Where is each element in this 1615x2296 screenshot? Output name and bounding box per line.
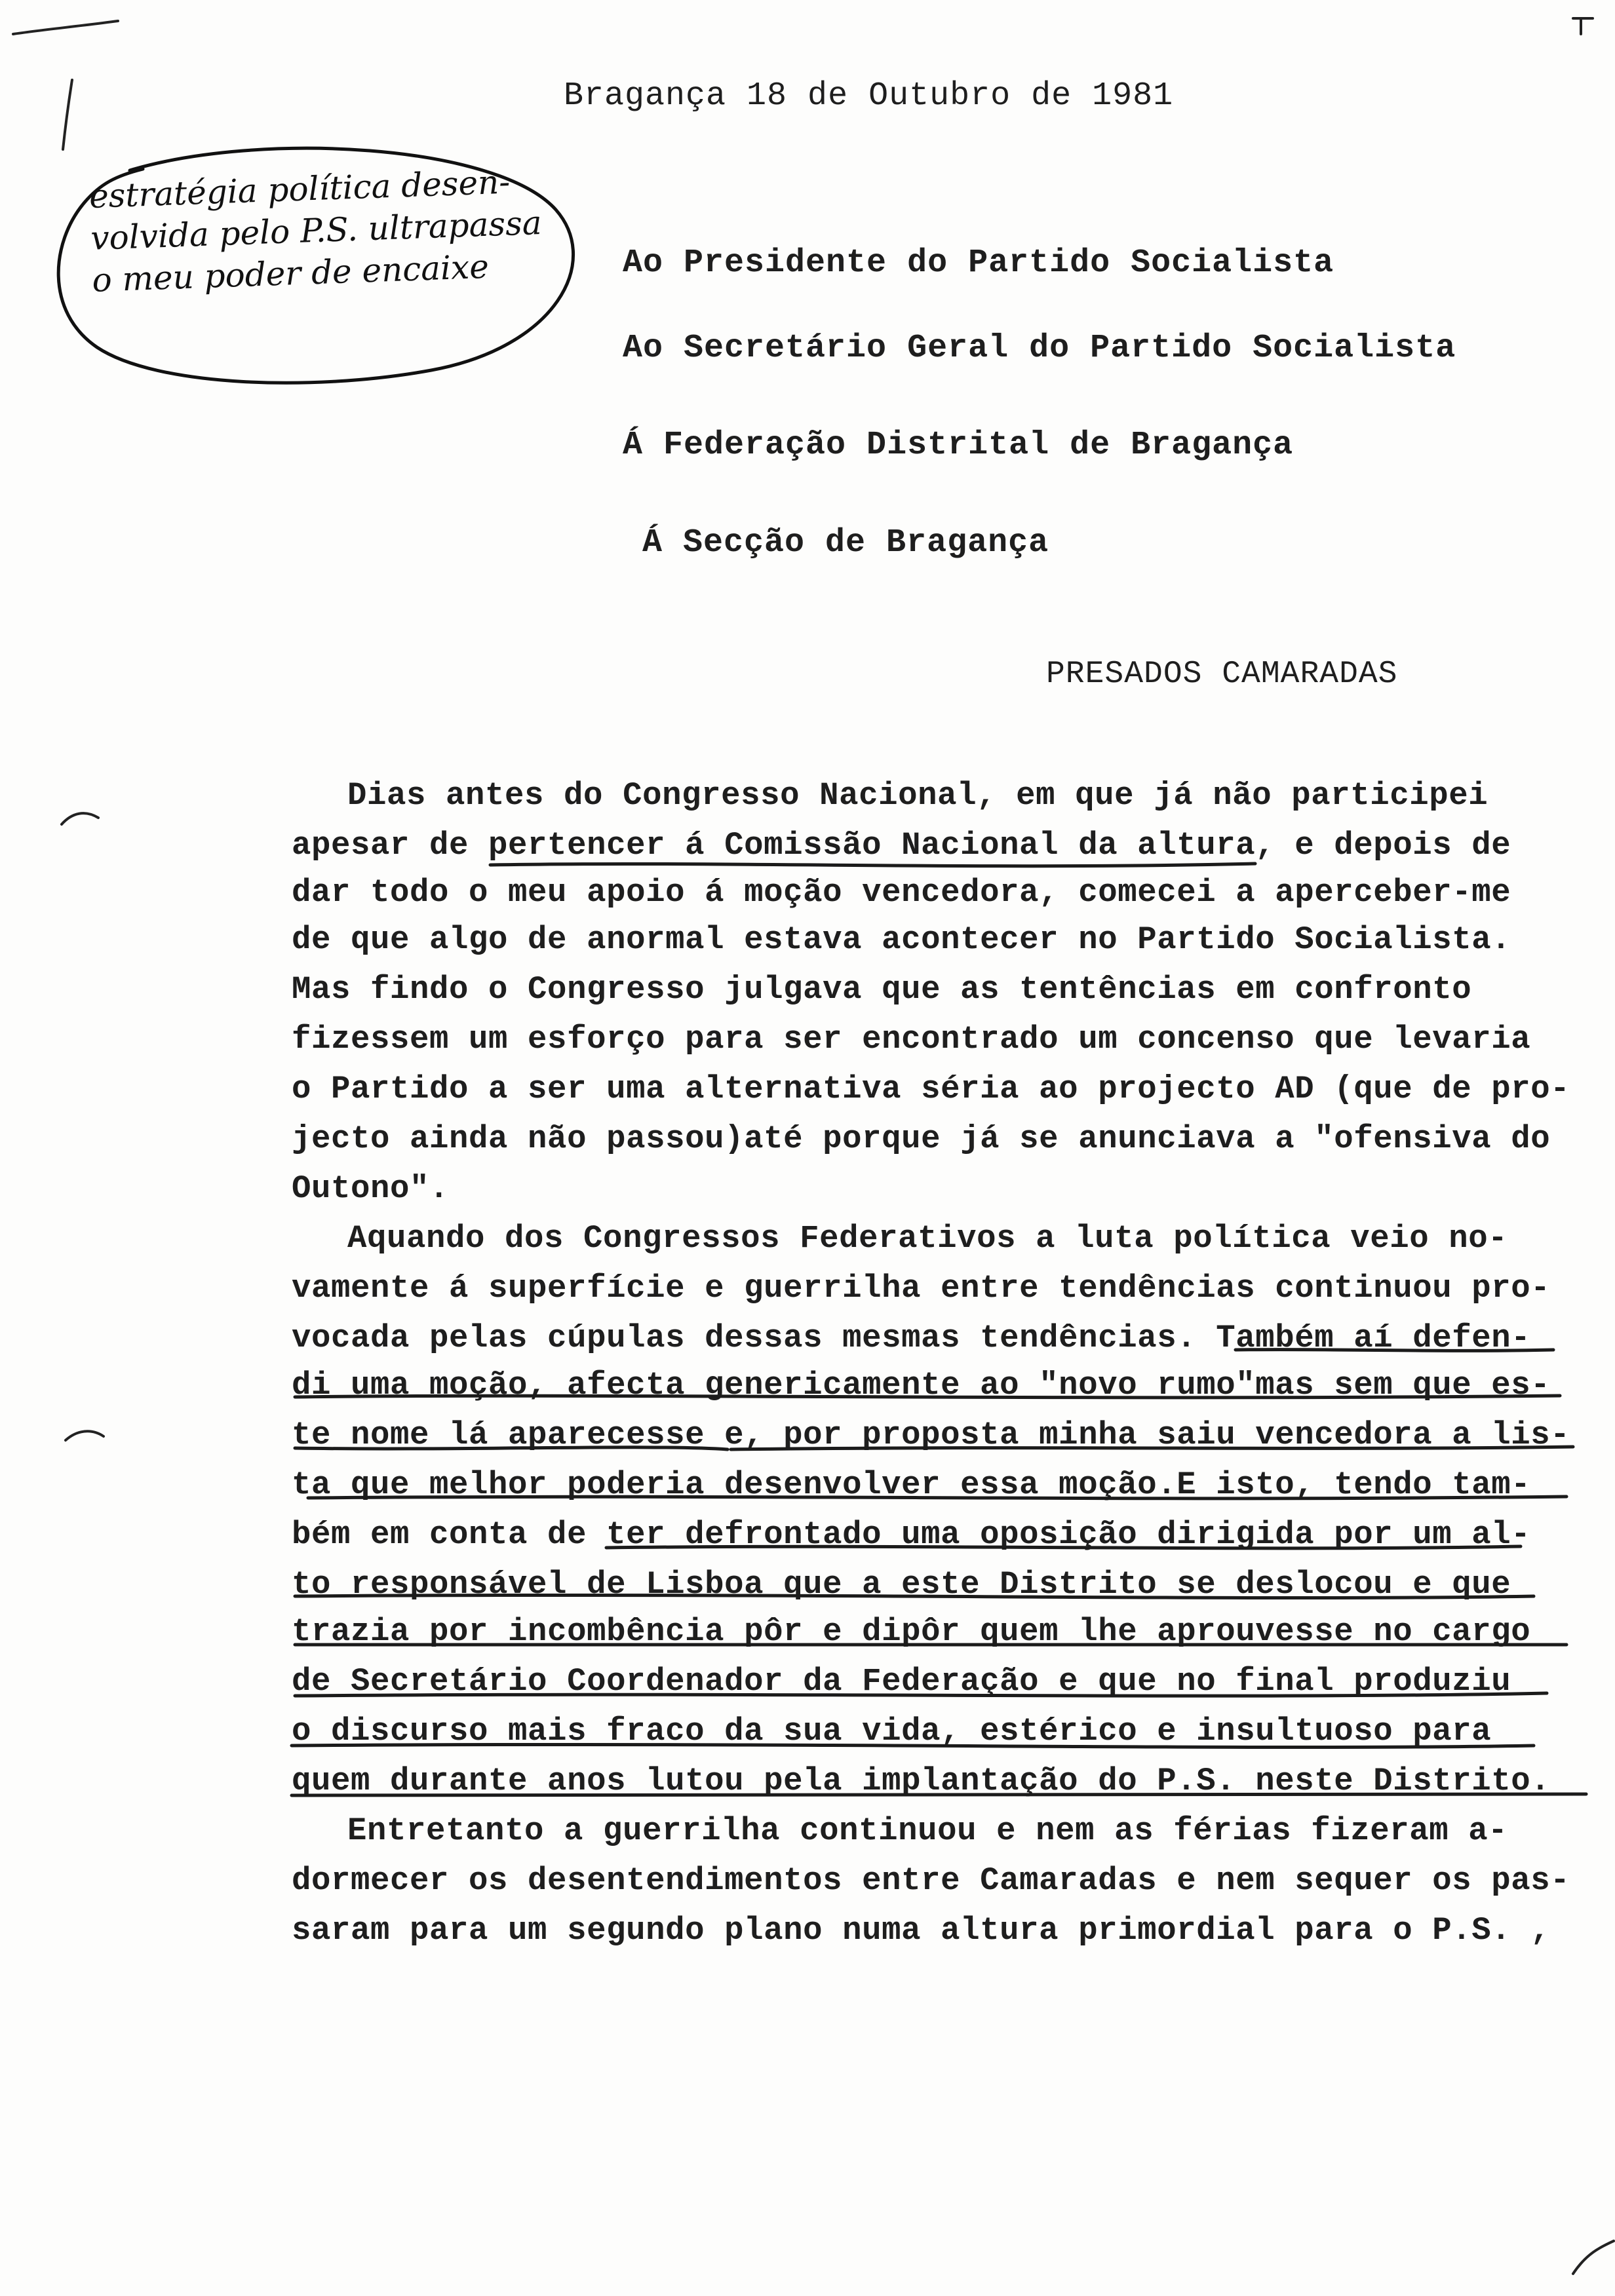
body-line: Entretanto a guerrilha continuou e nem as férias fizeram a- [347, 1812, 1508, 1849]
body-line: fizessem um esforço para ser encontrado um concenso que levaria [292, 1021, 1531, 1058]
letter-salutation: PRESADOS CAMARADAS [1046, 657, 1398, 692]
handwritten-note-line: volvida pelo P.S. ultrapassa [90, 203, 543, 258]
body-line: quem durante anos lutou pela implantação do P.S. neste Distrito. [292, 1763, 1551, 1799]
body-line: o discurso mais fraco da sua vida, estérico e insultuoso para [292, 1713, 1492, 1750]
handwritten-note [88, 160, 544, 301]
recipient-line: Á Federação Distrital de Bragança [623, 427, 1294, 464]
body-line: vamente á superfície e guerrilha entre tendências continuou pro- [292, 1270, 1551, 1307]
body-line: di uma moção, afecta genericamente ao "novo rumo"mas sem que es- [292, 1367, 1551, 1404]
handwritten-note-line: estratégia política desen- [88, 163, 511, 216]
body-line: de Secretário Coordenador da Federação e que no final produziu [292, 1663, 1511, 1700]
body-line: dar todo o meu apoio á moção vencedora, comecei a aperceber-me [292, 874, 1511, 911]
body-line: dormecer os desentendimentos entre Camaradas e nem sequer os pas- [292, 1862, 1570, 1899]
body-line: vocada pelas cúpulas dessas mesmas tendências. Também aí defen- [292, 1320, 1531, 1356]
letter-dateline: Bragança 18 de Outubro de 1981 [564, 77, 1174, 115]
body-line: bém em conta de ter defrontado uma oposição dirigida por um al- [292, 1516, 1531, 1553]
recipient-line: Ao Presidente do Partido Socialista [623, 244, 1334, 282]
recipient-line: Ao Secretário Geral do Partido Socialista [623, 330, 1456, 367]
body-line: apesar de pertencer á Comissão Nacional da altura, e depois de [292, 827, 1511, 864]
body-line: te nome lá aparecesse e, por proposta minha saiu vencedora a lis- [292, 1417, 1570, 1453]
body-line: Dias antes do Congresso Nacional, em que já não participei [347, 777, 1489, 814]
body-line: ta que melhor poderia desenvolver essa moção.E isto, tendo tam- [292, 1466, 1531, 1503]
body-line: saram para um segundo plano numa altura primordial para o P.S. , [292, 1912, 1551, 1949]
body-line: Mas findo o Congresso julgava que as tentências em confronto [292, 971, 1472, 1008]
body-line: to responsável de Lisboa que a este Distrito se deslocou e que [292, 1566, 1511, 1603]
body-line: Aquando dos Congressos Federativos a luta política veio no- [347, 1220, 1508, 1257]
recipient-line: Á Secção de Bragança [642, 524, 1049, 562]
body-line: de que algo de anormal estava acontecer no Partido Socialista. [292, 921, 1511, 958]
body-line: o Partido a ser uma alternativa séria ao projecto AD (que de pro- [292, 1071, 1570, 1107]
handwritten-note-line: o meu poder de encaixe [91, 247, 490, 299]
body-line: Outono". [292, 1170, 450, 1207]
body-line: jecto ainda não passou)até porque já se anunciava a "ofensiva do [292, 1120, 1551, 1157]
body-line: trazia por incombência pôr e dipôr quem lhe aprouvesse no cargo [292, 1613, 1531, 1650]
